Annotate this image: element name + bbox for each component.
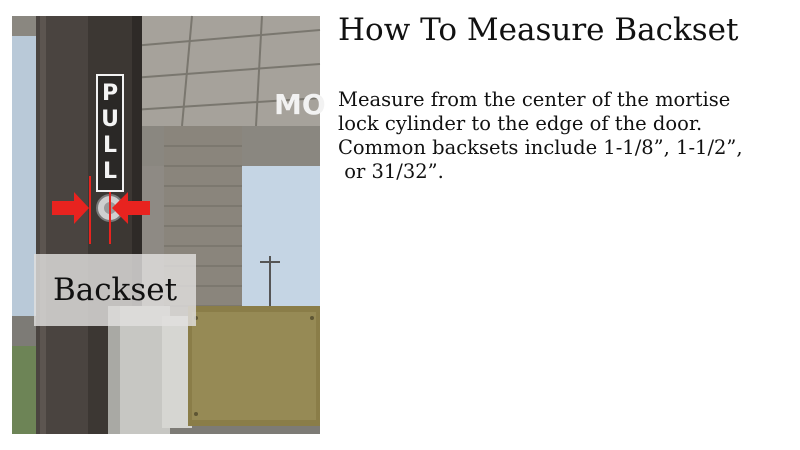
pull-letter: P xyxy=(101,81,119,106)
pull-letter: L xyxy=(102,133,118,158)
instruction-line: Common backsets include 1-1/8”, 1-1/2”, xyxy=(338,136,743,159)
pull-sign xyxy=(96,74,124,192)
backset-photo xyxy=(12,16,326,434)
sky-reflection xyxy=(237,166,320,316)
instruction-line: Measure from the center of the mortise xyxy=(338,88,731,111)
pull-letter: U xyxy=(101,107,119,132)
backset-label: Backset xyxy=(34,254,196,326)
page-title: How To Measure Backset xyxy=(338,12,739,48)
door-illustration xyxy=(12,16,320,434)
glass-lettering: MO xyxy=(274,88,326,121)
instruction-text xyxy=(338,88,788,184)
instruction-line: or 31/32”. xyxy=(338,160,444,183)
instruction-line: lock cylinder to the edge of the door. xyxy=(338,112,703,135)
pull-letter: L xyxy=(102,159,118,184)
